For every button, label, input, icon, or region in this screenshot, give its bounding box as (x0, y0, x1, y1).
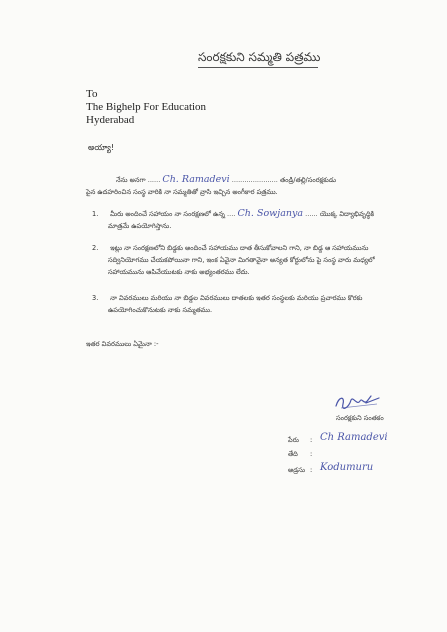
name-colon: : (310, 436, 313, 444)
point-2-line-3: సహాయమును ఆపివేయుటకు నాకు అభ్యంతరము లేదు. (108, 268, 250, 276)
address-label: అడ్రసు (288, 466, 306, 474)
intro-line-2: పైన ఉదహరించిన సంస్థ వారికి నా సమ్మతితో వ్రాసి ఇచ్చిన అంగీకార పత్రము. (86, 188, 278, 196)
address-value: Kodumuru (320, 462, 374, 473)
date-label: తేది (288, 450, 298, 458)
name-label: పేరు (288, 436, 299, 444)
point-1-prefix: మీరు అందించే సహాయం నా సంరక్షణలో ఉన్న (110, 210, 225, 218)
point-1-line-1: 1. మీరు అందించే సహాయం నా సంరక్షణలో ఉన్న .... Ch. Sowjanya ...... యొక్క విద్యాభివృద్ధికి (92, 208, 375, 219)
point-1-suffix: యొక్క విద్యాభివృద్ధికి (319, 210, 375, 218)
salutation: అయ్యా! (88, 143, 115, 152)
student-name: Ch. Sowjanya (237, 208, 304, 219)
point-3-number: 3. (92, 294, 99, 302)
address-to: To (86, 88, 98, 100)
address-organization: The Bighelp For Education (86, 101, 207, 113)
guardian-signature (333, 392, 391, 412)
other-details-label: ఇతర వివరములు ఏమైనా :- (86, 340, 159, 348)
title-underline (198, 67, 318, 68)
intro-line-1: నేను అనగా ...... Ch. Ramadevi ...................... తండ్రి/తల్లి/సంరక్షకుడు (116, 174, 336, 185)
address-city: Hyderabad (86, 114, 135, 126)
point-3-line-2: ఉపయోగించుకొనుటకు నాకు సమ్మతము. (108, 306, 213, 314)
page-title: సంరక్షకుని సమ్మతి పత్రము (198, 50, 321, 64)
intro-prefix: నేను అనగా (116, 176, 146, 184)
address-colon: : (310, 466, 313, 474)
signature-caption: సంరక్షకుని సంతకం (336, 414, 384, 422)
point-1-number: 1. (92, 210, 99, 218)
point-3-text-1: నా వివరములు మరియు నా బిడ్డల వివరములు దాతలకు ఇతర సంస్థలకు మరియు ప్రచారము కొరకు (110, 294, 363, 302)
point-2-line-1 (92, 244, 368, 254)
date-colon: : (310, 450, 313, 458)
intro-suffix: తండ్రి/తల్లి/సంరక్షకుడు (280, 176, 336, 184)
point-3-line-1 (92, 294, 362, 304)
point-2-number: 2. (92, 244, 99, 252)
point-1-line-2: మాత్రమే ఉపయోగిస్తాను. (108, 222, 172, 230)
name-value: Ch Ramadevi (320, 432, 388, 443)
point-2-line-2: సద్వినియోగము చేయకపోయినా గాని, ఇంక ఏవైనా మిగతావైనా అన్యత కోర్టులోను పై సంస్థ వారు మధ్యలో (108, 256, 375, 264)
guardian-name: Ch. Ramadevi (162, 174, 230, 185)
point-2-text-1: ఇట్లు నా సంరక్షణలోని బిడ్డకు అందించే సహాయము దాత తీసుకోవాలని గాని, నా బిడ్డ ఆ సహాయమును (110, 244, 369, 252)
